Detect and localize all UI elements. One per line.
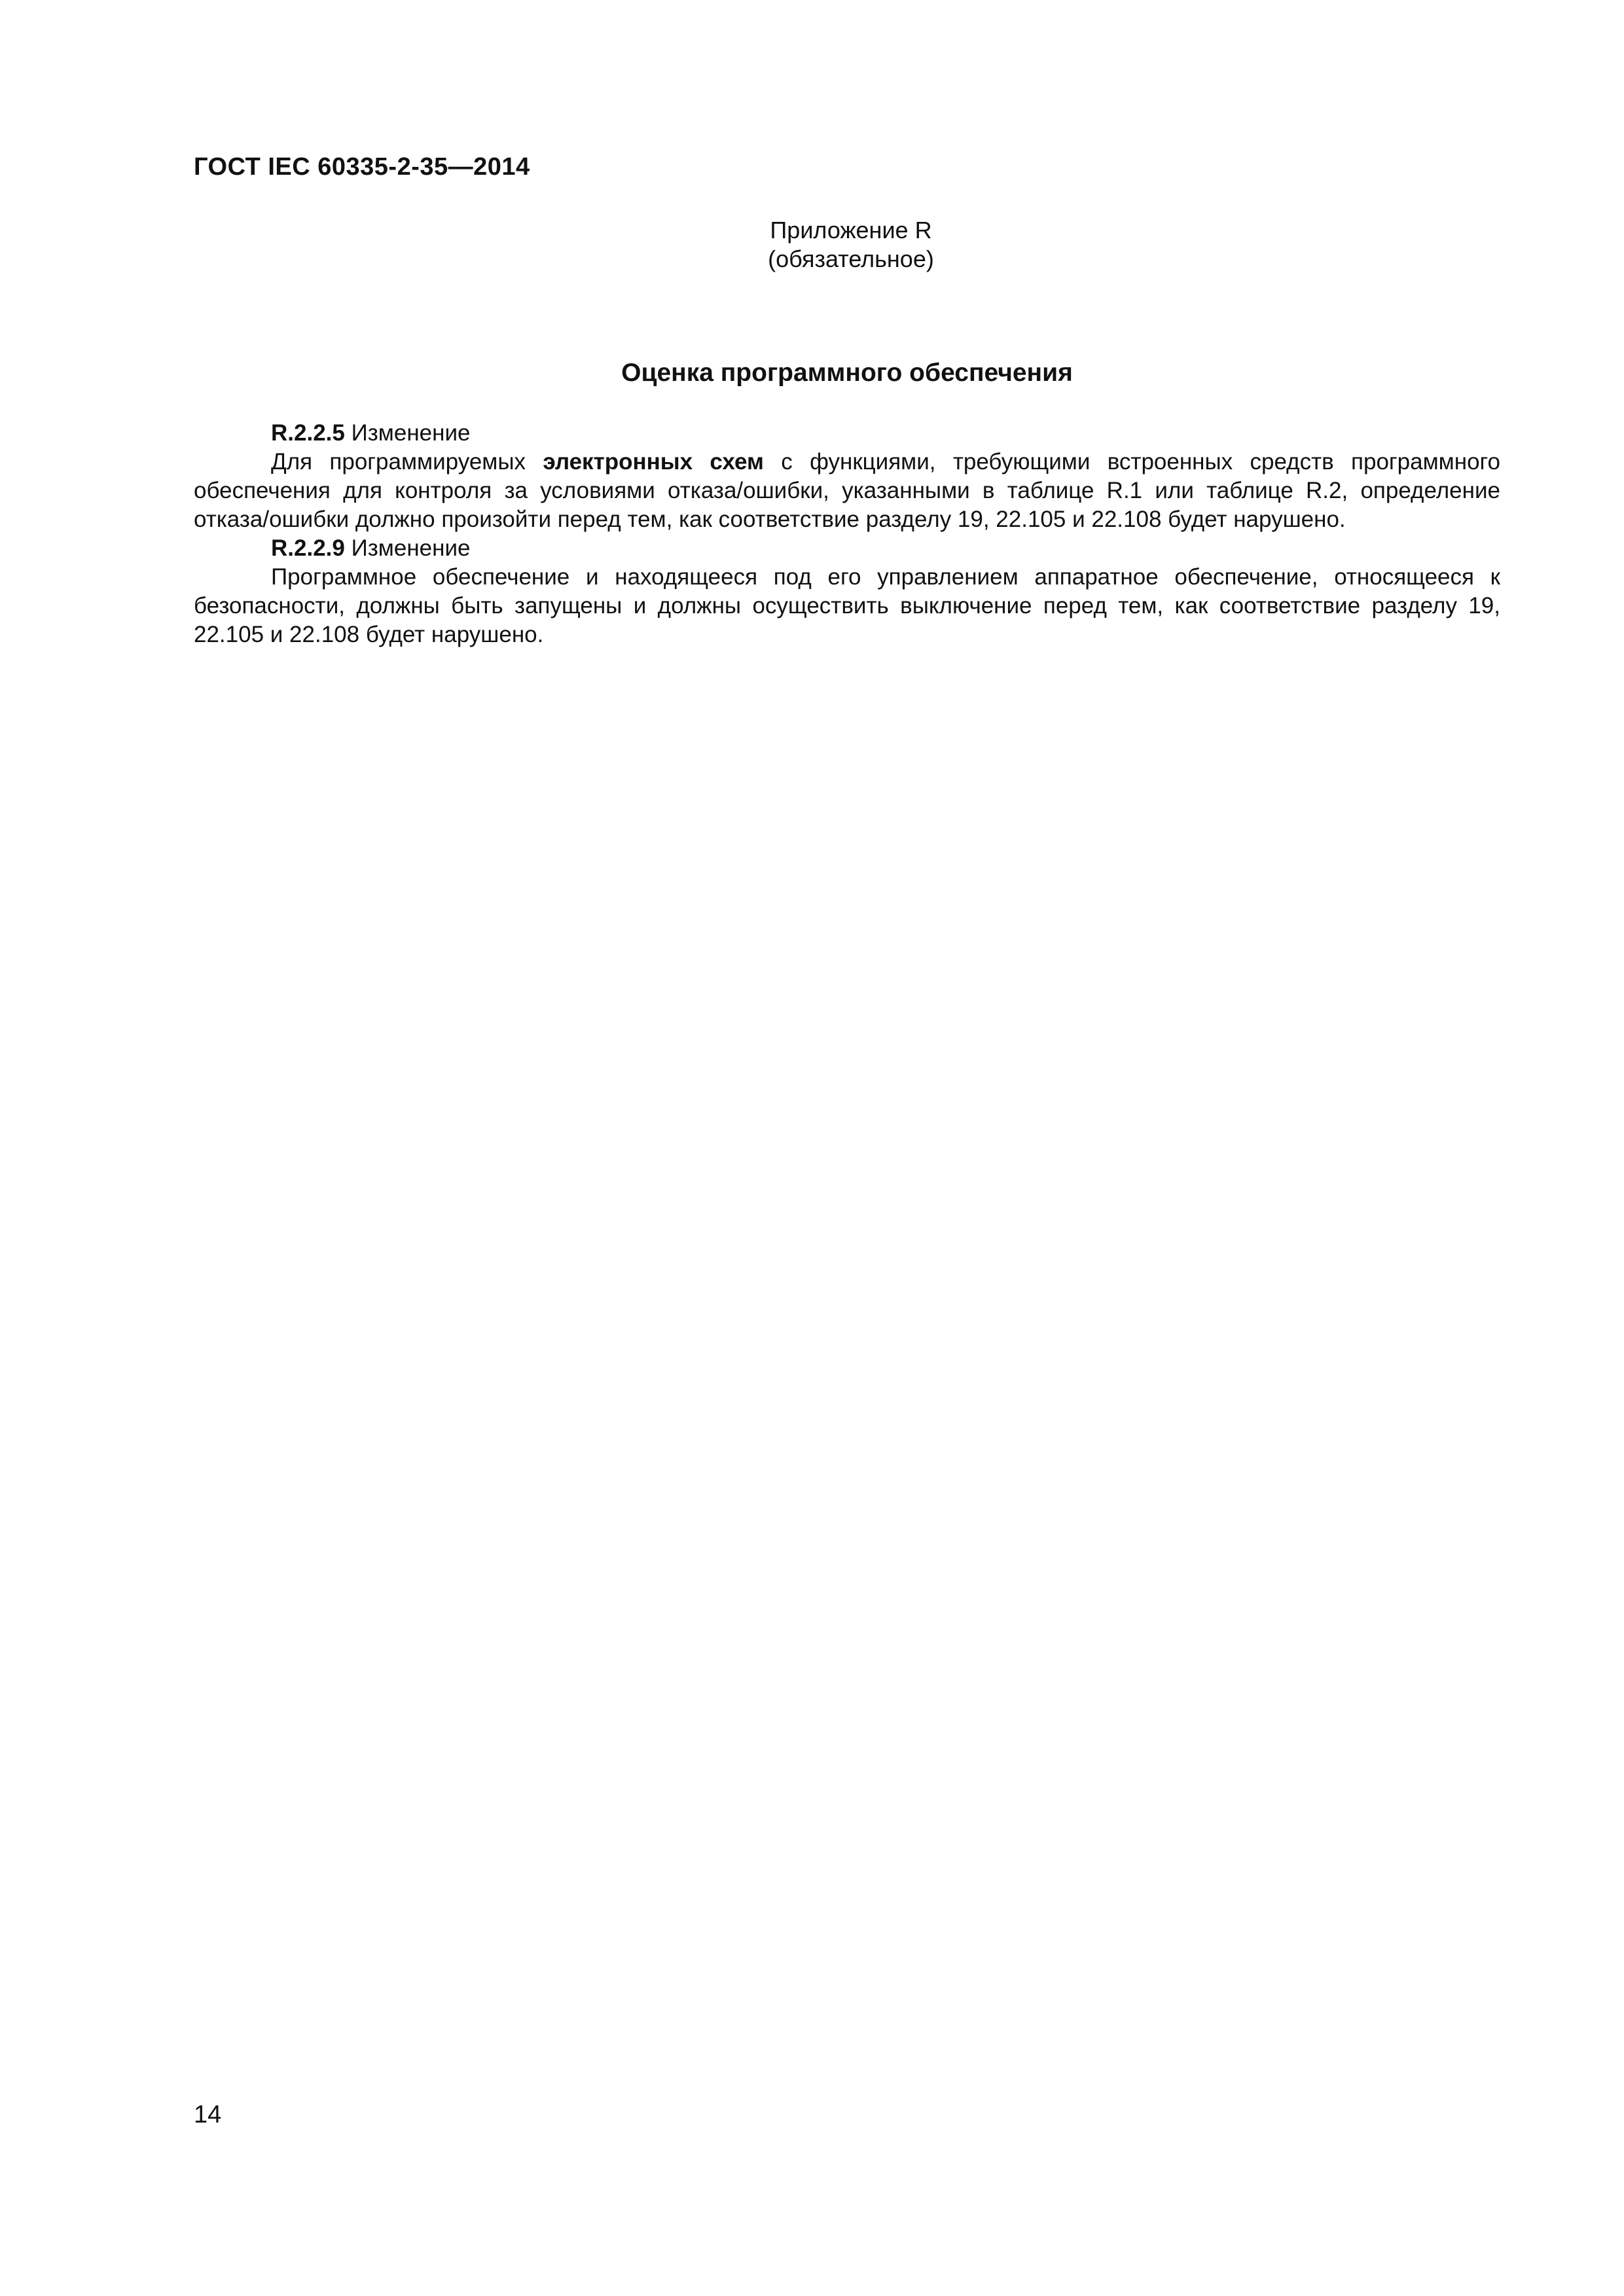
document-header: ГОСТ IEC 60335-2-35—2014 xyxy=(194,153,530,181)
document-body xyxy=(194,419,1500,649)
clause-number: R.2.2.9 xyxy=(271,535,345,561)
clause-heading xyxy=(194,534,1500,563)
annex-status: (обязательное) xyxy=(768,245,934,272)
clause-number: R.2.2.5 xyxy=(271,420,345,446)
page-number: 14 xyxy=(194,2101,222,2128)
clause-label: Изменение xyxy=(351,420,471,446)
section-title: Оценка программного обеспечения xyxy=(621,359,1073,387)
clause-text xyxy=(194,448,1500,534)
clause-text-part: Для программируемых xyxy=(271,449,543,475)
defined-term: электронных схем xyxy=(543,449,764,475)
clause-heading xyxy=(194,419,1500,448)
clause-label: Изменение xyxy=(351,535,471,561)
annex-title: Приложение R xyxy=(770,217,932,243)
clause-text-part: с функциями, требующими встроенных средств программного обеспечения для контроля за условиями отказа/ошибки, указанными в таблице R.1 или таблице R.2, определение отказа/ошибки должно произойти перед тем, как соответствие разделу 19, 22.105 и 22.108 будет нарушено. xyxy=(194,449,1500,532)
clause-text: Программное обеспечение и находящееся под его управлением аппаратное обеспечение, относящееся к безопасности, должны быть запущены и должны осуществить выключение перед тем, как соответствие разделу 19, 22.105 и 22.108 будет нарушено. xyxy=(194,564,1500,647)
annex-heading xyxy=(655,216,1047,274)
